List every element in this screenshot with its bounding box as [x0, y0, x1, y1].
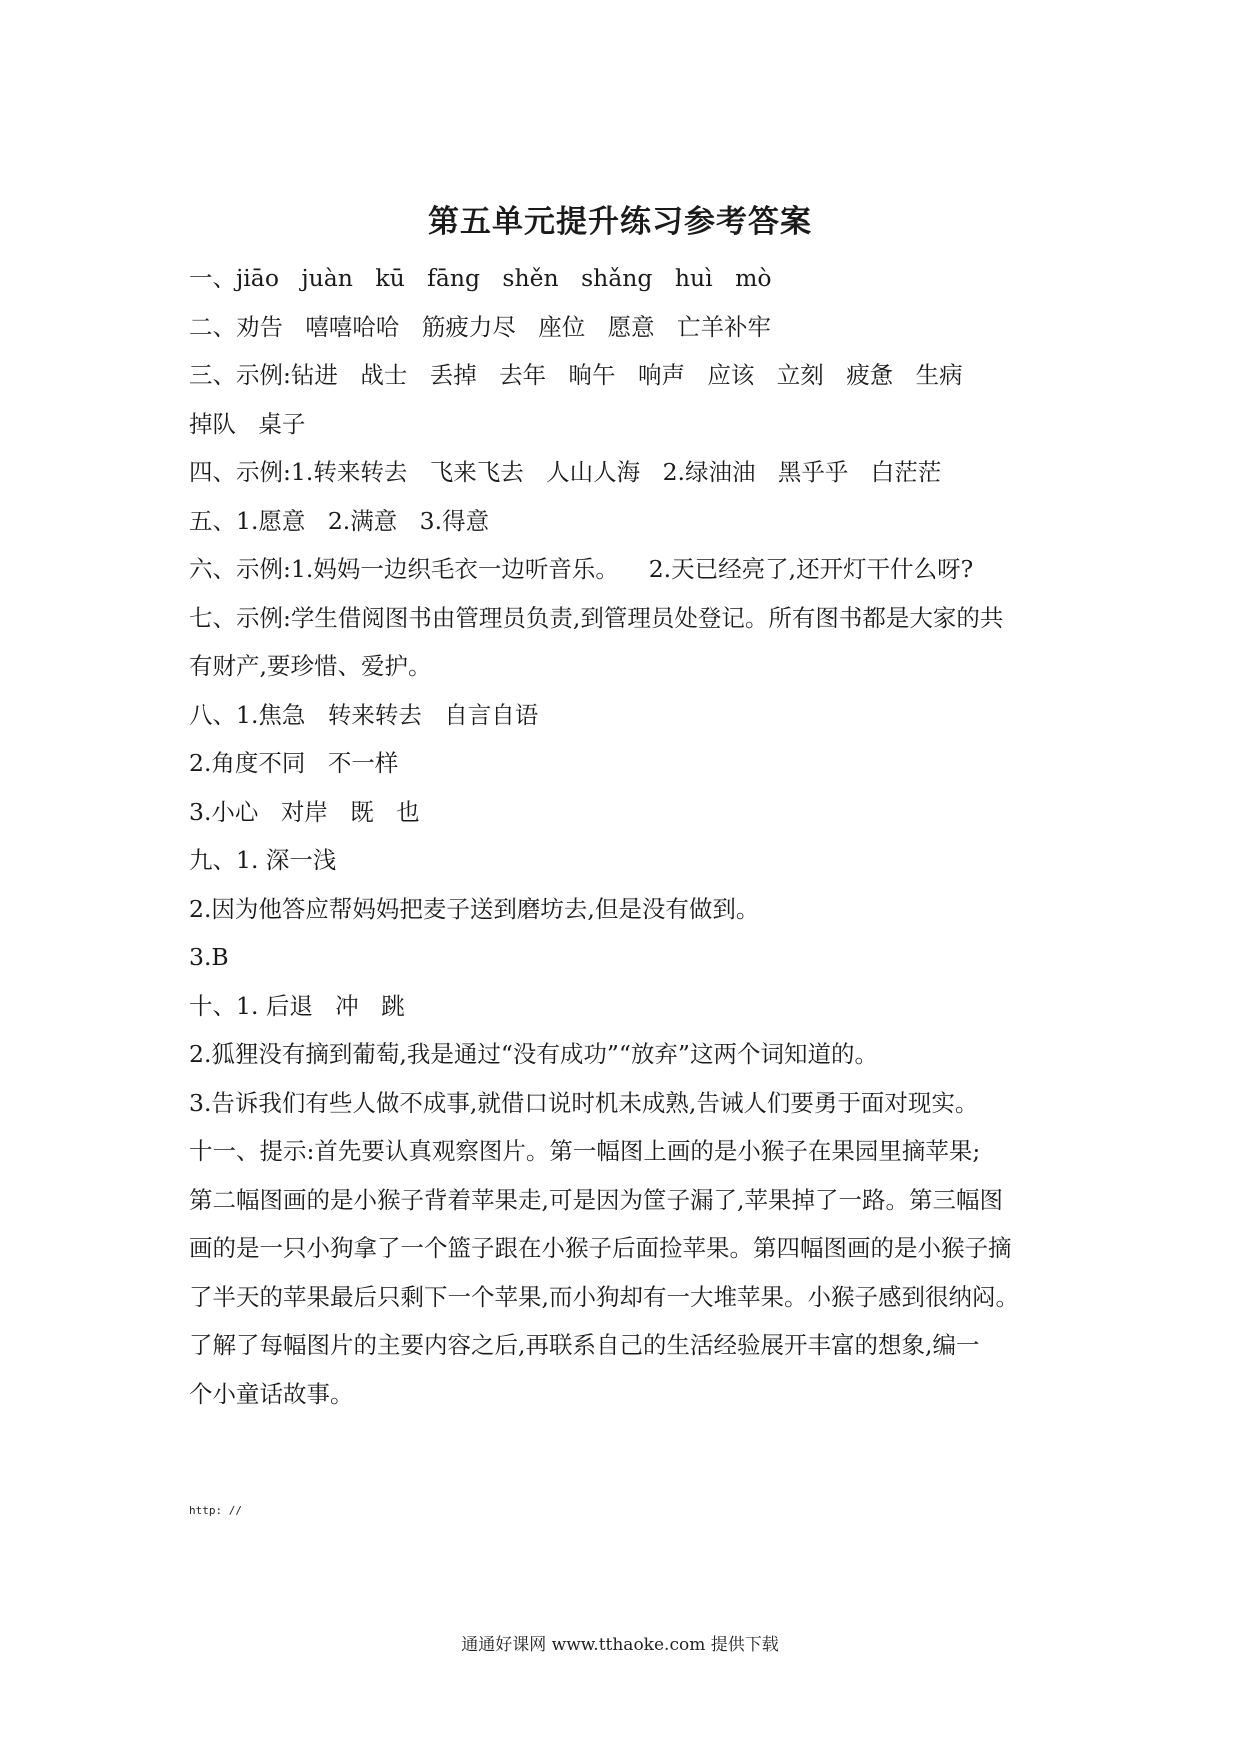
answer-line-9-3: 3.B	[189, 943, 229, 971]
answer-line-8-1: 八、1.焦急 转来转去 自言自语	[189, 700, 539, 729]
answer-line-11-cont-4: 了解了每幅图片的主要内容之后,再联系自己的生活经验展开丰富的想象,编一	[189, 1331, 980, 1359]
answer-line-8-3: 3.小心 对岸 既 也	[189, 797, 420, 826]
answer-line-3-cont: 掉队 桌子	[189, 409, 306, 438]
answer-line-7: 七、示例:学生借阅图书由管理员负责,到管理员处登记。所有图书都是大家的共	[189, 603, 1004, 632]
answer-line-9-1: 九、1. 深一浅	[189, 846, 337, 874]
answer-line-1: 一、jiāo juàn kū fāng shěn shǎng huì mò	[189, 264, 772, 292]
answer-line-5: 五、1.愿意 2.满意 3.得意	[189, 506, 490, 535]
answer-line-11-cont-3: 了半天的苹果最后只剩下一个苹果,而小狗却有一大堆苹果。小猴子感到很纳闷。	[189, 1282, 1019, 1311]
answer-body	[189, 254, 1059, 1418]
answer-line-10-3: 3.告诉我们有些人做不成事,就借口说时机未成熟,告诫人们要勇于面对现实。	[189, 1088, 979, 1117]
url-text: http: //	[189, 1504, 242, 1517]
answer-line-3: 三、示例:钻进 战士 丢掉 去年 晌午 响声 应该 立刻 疲惫 生病	[189, 361, 963, 389]
answer-line-8-2: 2.角度不同 不一样	[189, 749, 399, 777]
answer-line-9-2: 2.因为他答应帮妈妈把麦子送到磨坊去,但是没有做到。	[189, 894, 760, 923]
answer-line-11-cont-1: 第二幅图画的是小猴子背着苹果走,可是因为筐子漏了,苹果掉了一路。第三幅图	[189, 1185, 1003, 1214]
page-footer: 通通好课网 www.tthaoke.com 提供下载	[461, 1635, 779, 1655]
page-title: 第五单元提升练习参考答案	[428, 204, 812, 240]
answer-line-11: 十一、提示:首先要认真观察图片。第一幅图上画的是小猴子在果园里摘苹果;	[189, 1137, 981, 1165]
answer-line-2: 二、劝告 嘻嘻哈哈 筋疲力尽 座位 愿意 亡羊补牢	[189, 312, 772, 341]
answer-line-11-cont-5: 个小童话故事。	[189, 1379, 354, 1408]
answer-line-4: 四、示例:1.转来转去 飞来飞去 人山人海 2.绿油油 黑乎乎 白茫茫	[189, 458, 942, 486]
answer-line-10-2: 2.狐狸没有摘到葡萄,我是通过“没有成功”“放弃”这两个词知道的。	[189, 1040, 878, 1068]
answer-line-7-cont: 有财产,要珍惜、爱护。	[189, 652, 432, 680]
answer-line-10-1: 十、1. 后退 冲 跳	[189, 991, 405, 1020]
answer-line-6: 六、示例:1.妈妈一边织毛衣一边听音乐。 2.天已经亮了,还开灯干什么呀?	[189, 555, 974, 583]
answer-line-11-cont-2: 画的是一只小狗拿了一个篮子跟在小猴子后面捡苹果。第四幅图画的是小猴子摘	[189, 1234, 1012, 1262]
